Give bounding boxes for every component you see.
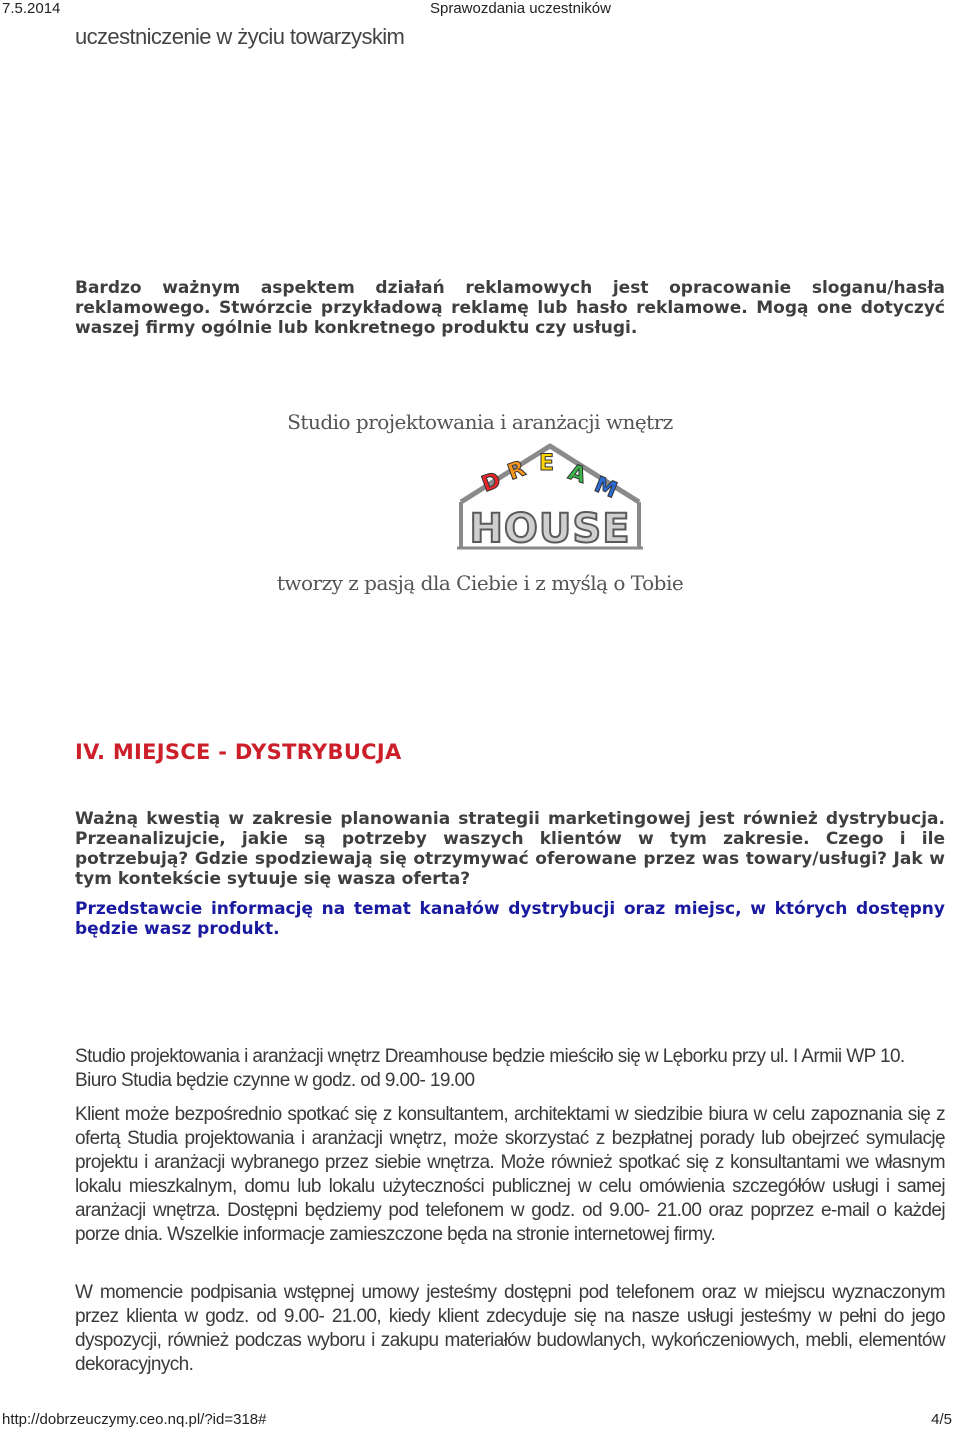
answer-contact-paragraph: Klient może bezpośrednio spotkać się z konsultantem, architektami w siedzibie biura w celu zapoznania się z ofertą Studia projektowania i aranżacji wnętrz, może skorzystać z bezpłatnej porady lub obejrzeć symulację projektu i aranżacji wybranego przez siebie wnętrza. Może również spotkać się z konsultantami we własnym lokalu mieszkalnym, domu lub lokalu użyteczności publicznej w celu omówienia szczegółów usługi i samej aranżacji wnętrza. Dostępni będziemy pod telefonem w godz. od 9.00- 21.00 oraz poprzez e-mail o każdej porze dnia. Wszelkie informacje zamieszczone będa na stronie internetowej firmy.	[75, 1104, 945, 1245]
letter-d: D	[478, 467, 505, 498]
print-date: 7.5.2014	[2, 0, 61, 17]
logo-subtitle-top: Studio projektowania i aranżacji wnętrz	[287, 410, 673, 434]
slogan-paragraph: Bardzo ważnym aspektem działań reklamowych jest opracowanie sloganu/hasła reklamowego. Stwórzcie przykładową reklamę lub hasło reklamowe. Mogą one dotyczyć waszej firmy ogólnie lub konkretnego produktu czy usługi.	[75, 278, 945, 338]
letter-r: R	[504, 456, 529, 486]
letter-e: E	[539, 451, 555, 476]
house-wordmark: HOUSE	[469, 506, 631, 552]
dream-house-logo	[455, 440, 645, 555]
page-number: 4/5	[931, 1411, 952, 1428]
footer-url: http://dobrzeuczymy.ceo.nq.pl/?id=318#	[2, 1411, 267, 1428]
answer-contract-paragraph: W momencie podpisania wstępnej umowy jesteśmy dostępni pod telefonem oraz w miejscu wyznaczonym przez klienta w godz. od 9.00- 21.00, kiedy klient zdecyduje się na nasze usługi jesteśmy w pełni do jego dyspozycji, również podczas wyboru i zakupu materiałów budowlanych, wykończeniowych, mebli, elementów dekoracyjnych.	[75, 1282, 945, 1375]
intro-line: uczestniczenie w życiu towarzyskim	[75, 24, 405, 49]
document-title: Sprawozdania uczestników	[430, 0, 611, 17]
letter-a: A	[565, 459, 590, 489]
letter-m: M	[590, 472, 621, 504]
distribution-paragraph: Ważną kwestią w zakresie planowania strategii marketingowej jest również dystrybucja. Przeanalizujcie, jakie są potrzeby waszych klientów w tym zakresie. Czego i ile potrzebują? Gdzie spodziewają się otrzymywać oferowane przez was towary/usługi? Jak w tym kontekście sytuuje się wasza oferta?	[75, 809, 945, 889]
dream-house-logo-graphic	[455, 440, 645, 555]
answer-location-paragraph: Studio projektowania i aranżacji wnętrz Dreamhouse będzie mieściło się w Lęborku przy ul. I Armii WP 10. Biuro Studia będzie czynne w godz. od 9.00- 19.00	[75, 1046, 905, 1091]
distribution-emphasis: Przedstawcie informację na temat kanałów dystrybucji oraz miejsc, w których dostępny będzie wasz produkt.	[75, 899, 945, 939]
section-heading: IV. MIEJSCE - DYSTRYBUCJA	[75, 740, 402, 764]
logo-subtitle-bottom: tworzy z pasją dla Ciebie i z myślą o Tobie	[276, 571, 684, 595]
